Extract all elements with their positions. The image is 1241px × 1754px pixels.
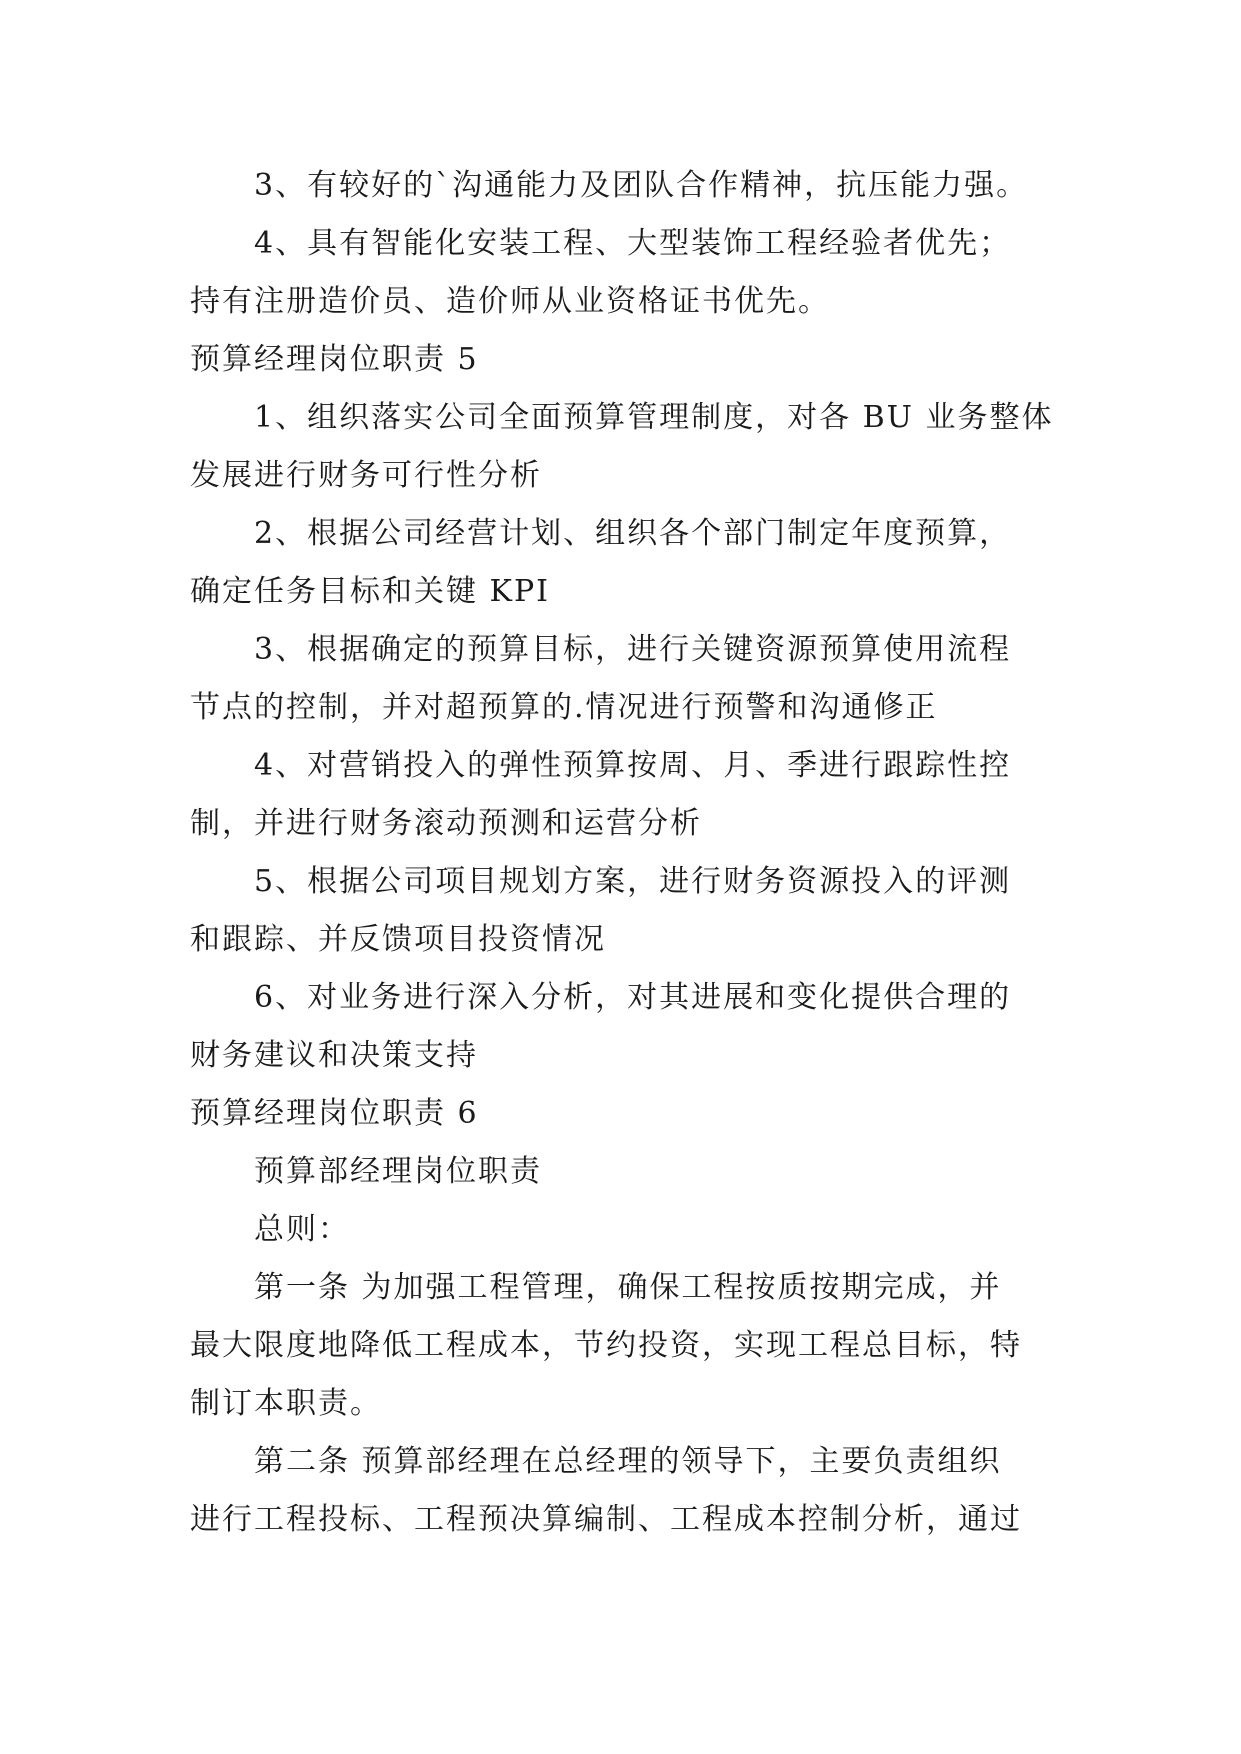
list-item: 2、根据公司经营计划、组织各个部门制定年度预算，	[254, 516, 1012, 551]
paragraph-line: 制订本职责。	[190, 1386, 382, 1421]
paragraph-line: 总则：	[254, 1212, 350, 1247]
document-body	[190, 157, 1070, 1549]
paragraph-line: 制，并进行财务滚动预测和运营分析	[190, 806, 702, 841]
list-item: 6、对业务进行深入分析，对其进展和变化提供合理的	[254, 980, 1012, 1015]
list-item: 3、有较好的`沟通能力及团队合作精神，抗压能力强。	[254, 168, 1029, 203]
paragraph-line: 财务建议和决策支持	[190, 1038, 478, 1073]
article-line: 第二条 预算部经理在总经理的领导下，主要负责组织	[254, 1444, 1002, 1479]
paragraph-line: 持有注册造价员、造价师从业资格证书优先。	[190, 284, 830, 319]
paragraph-line: 发展进行财务可行性分析	[190, 458, 542, 493]
article-line: 第一条 为加强工程管理，确保工程按质按期完成，并	[254, 1270, 1002, 1305]
list-item: 3、根据确定的预算目标，进行关键资源预算使用流程	[254, 632, 1012, 667]
paragraph-line: 进行工程投标、工程预决算编制、工程成本控制分析，通过	[190, 1502, 1022, 1537]
paragraph-line: 确定任务目标和关键 KPI	[190, 574, 550, 609]
section-heading: 预算经理岗位职责 5	[190, 342, 479, 377]
list-item: 4、具有智能化安装工程、大型装饰工程经验者优先；	[254, 226, 1012, 261]
paragraph-line: 最大限度地降低工程成本，节约投资，实现工程总目标，特	[190, 1328, 1022, 1363]
list-item: 1、组织落实公司全面预算管理制度，对各 BU 业务整体	[254, 400, 1054, 435]
subtitle: 预算部经理岗位职责	[254, 1154, 542, 1189]
list-item: 5、根据公司项目规划方案，进行财务资源投入的评测	[254, 864, 1012, 899]
section-heading: 预算经理岗位职责 6	[190, 1096, 479, 1131]
paragraph-line: 节点的控制，并对超预算的.情况进行预警和沟通修正	[190, 690, 938, 725]
paragraph-line: 和跟踪、并反馈项目投资情况	[190, 922, 606, 957]
list-item: 4、对营销投入的弹性预算按周、月、季进行跟踪性控	[254, 748, 1012, 783]
